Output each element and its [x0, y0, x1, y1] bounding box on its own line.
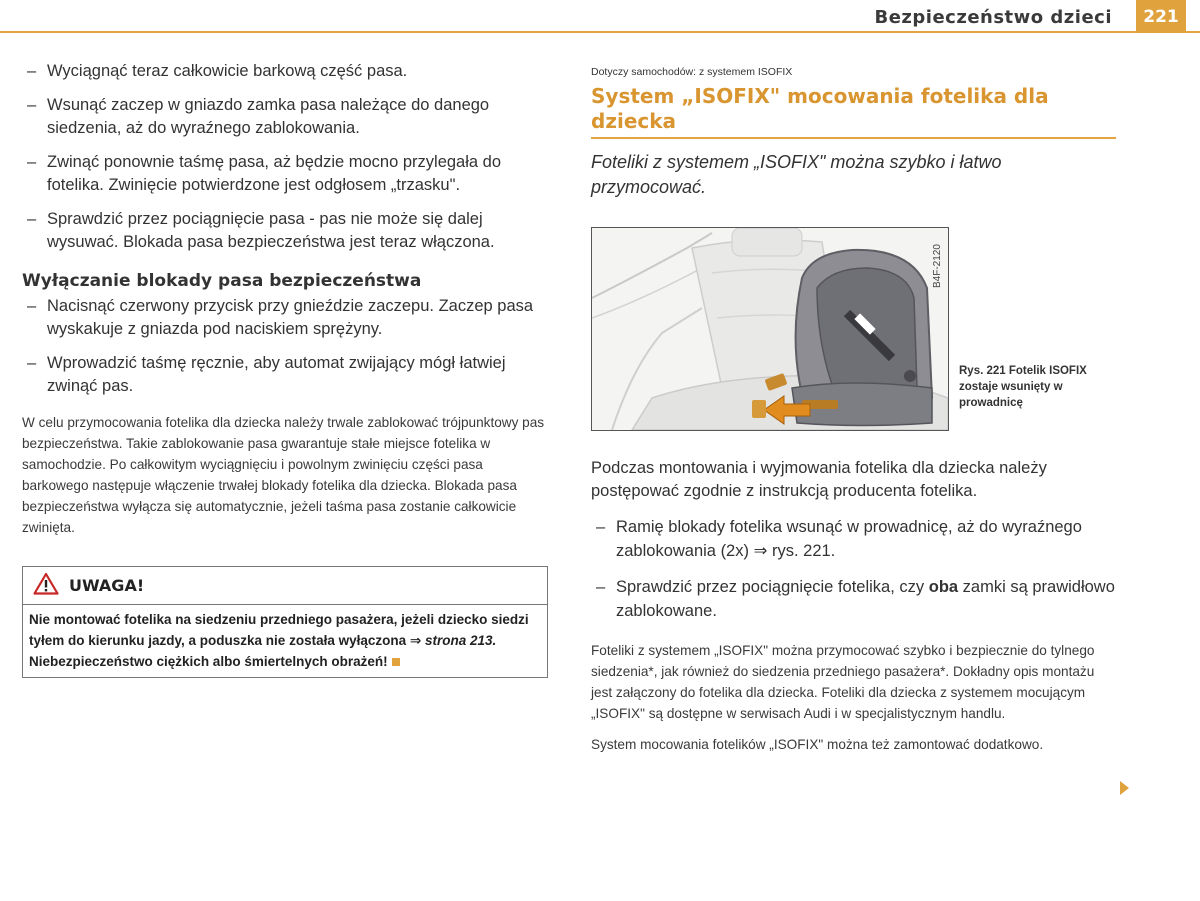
list-item: – Nacisnąć czerwony przycisk przy gnieździe zaczepu. Zaczep pasa wyskakuje z gniazda pod naciskiem sprężyny.	[27, 297, 534, 338]
list-item-text: Wsunąć zaczep w gniazdo zamka pasa należące do danego siedzenia, aż do wyraźnego zablokowania.	[47, 96, 490, 137]
list-item: – Wsunąć zaczep w gniazdo zamka pasa należące do danego siedzenia, aż do wyraźnego zablokowania.	[27, 96, 490, 137]
warning-text-part: Nie montować fotelika na siedzeniu przedniego pasażera, jeżeli dziecko siedzi tyłem do kierunku jazdy, a poduszka nie została wyłączona ⇒	[29, 612, 529, 648]
list-item-text: Zwinąć ponownie taśmę pasa, aż będzie mocno przylegała do fotelika. Zwinięcie potwierdzone jest odgłosem „trzasku".	[47, 153, 502, 194]
list-item-text: Wyciągnąć teraz całkowicie barkową część pasa.	[47, 62, 408, 80]
list-item-text: Nacisnąć czerwony przycisk przy gnieździe zaczepu. Zaczep pasa wyskakuje z gniazda pod naciskiem sprężyny.	[47, 297, 534, 338]
warning-title: UWAGA!	[69, 576, 145, 595]
list-item: – Sprawdzić przez pociągnięcie fotelika, czy oba zamki są prawidłowo zablokowane.	[596, 578, 1115, 620]
isofix-info-paragraph: Foteliki z systemem „ISOFIX" można przymocować szybko i bezpiecznie do tylnego siedzenia*, jak również do siedzenia przedniego pasażera*. Dokładny opis montażu jest załączony do fotelika dla dziecka. Foteliki dla dziecka z systemem mocującym „ISOFIX" są dostępne w serwisach Audi i w specjalistycznym handlu.	[591, 643, 1095, 721]
list-item-text: Wprowadzić taśmę ręcznie, aby automat zwijający mógł łatwiej zwinąć pas.	[47, 354, 506, 395]
page-number: 221	[1136, 0, 1186, 33]
list-item-text: Sprawdzić przez pociągnięcie pasa - pas nie może się dalej wysuwać. Blokada pasa bezpieczeństwa jest teraz włączona.	[47, 210, 495, 251]
isofix-illustration	[591, 227, 949, 431]
next-page-arrow-icon	[1120, 781, 1129, 795]
subsection-heading: Wyłączanie blokady pasa bezpieczeństwa	[22, 271, 422, 291]
intro-text: Foteliki z systemem „ISOFIX" można szybko i łatwo przymocować.	[591, 152, 1002, 197]
list-item-text: Sprawdzić przez pociągnięcie fotelika, czy	[616, 578, 929, 596]
right-column	[591, 66, 1116, 755]
page-reference-link[interactable]: strona 213.	[424, 633, 497, 648]
end-of-section-square-icon	[392, 658, 400, 666]
chapter-title: Bezpieczeństwo dzieci	[874, 7, 1112, 28]
warning-text	[23, 605, 547, 677]
list-item: – Wprowadzić taśmę ręcznie, aby automat zwijający mógł łatwiej zwinąć pas.	[27, 354, 506, 395]
list-item-text: zamki są prawidłowo zablokowane.	[616, 578, 1115, 620]
warning-header	[23, 567, 547, 605]
explanation-paragraph: W celu przymocowania fotelika dla dziecka należy trwale zablokować trójpunktowy pas bezpieczeństwa. Takie zablokowanie pasa gwarantuje stałe miejsce fotelika w samochodzie. Po całkowitym wyciągnięciu i powolnym zwinięciu części pasa barkowego następuje włączenie trwałej blokady fotelika dla dziecka. Blokada pasa bezpieczeństwa wyłącza się automatycznie, jeżeli taśma pasa zostanie całkowicie zwinięta.	[22, 415, 545, 535]
warning-triangle-icon	[33, 572, 59, 600]
emphasis-text: oba	[928, 578, 959, 596]
warning-box	[22, 566, 548, 678]
list-item: – Sprawdzić przez pociągnięcie pasa - pas nie może się dalej wysuwać. Blokada pasa bezpieczeństwa jest teraz włączona.	[27, 210, 495, 251]
figure-code: B4F-2120	[932, 244, 943, 288]
list-item: – Ramię blokady fotelika wsunąć w prowadnicę, aż do wyraźnego zablokowania (2x) ⇒ rys. 221.	[596, 518, 1082, 560]
warning-text-part: Niebezpieczeństwo ciężkich albo śmiertelnych obrażeń!	[29, 654, 388, 669]
section-title: System „ISOFIX" mocowania fotelika dla dziecka	[591, 84, 1116, 139]
header-rule	[0, 31, 1200, 33]
isofix-retrofit-paragraph: System mocowania fotelików „ISOFIX" można też zamontować dodatkowo.	[591, 737, 1044, 752]
body-paragraph: Podczas montowania i wyjmowania fotelika dla dziecka należy postępować zgodnie z instrukcją producenta fotelika.	[591, 459, 1047, 500]
figure-row	[591, 227, 1116, 431]
figure-caption: Rys. 221 Fotelik ISOFIX zostaje wsunięty w prowadnicę	[959, 365, 1087, 409]
list-item: – Zwinąć ponownie taśmę pasa, aż będzie mocno przylegała do fotelika. Zwinięcie potwierdzone jest odgłosem „trzasku".	[27, 153, 502, 194]
applies-to-note: Dotyczy samochodów: z systemem ISOFIX	[591, 66, 793, 78]
list-item: – Wyciągnąć teraz całkowicie barkową część pasa.	[27, 62, 408, 80]
list-item-text: Ramię blokady fotelika wsunąć w prowadnicę, aż do wyraźnego zablokowania (2x) ⇒ rys. 221.	[616, 518, 1082, 560]
left-column	[22, 60, 550, 678]
